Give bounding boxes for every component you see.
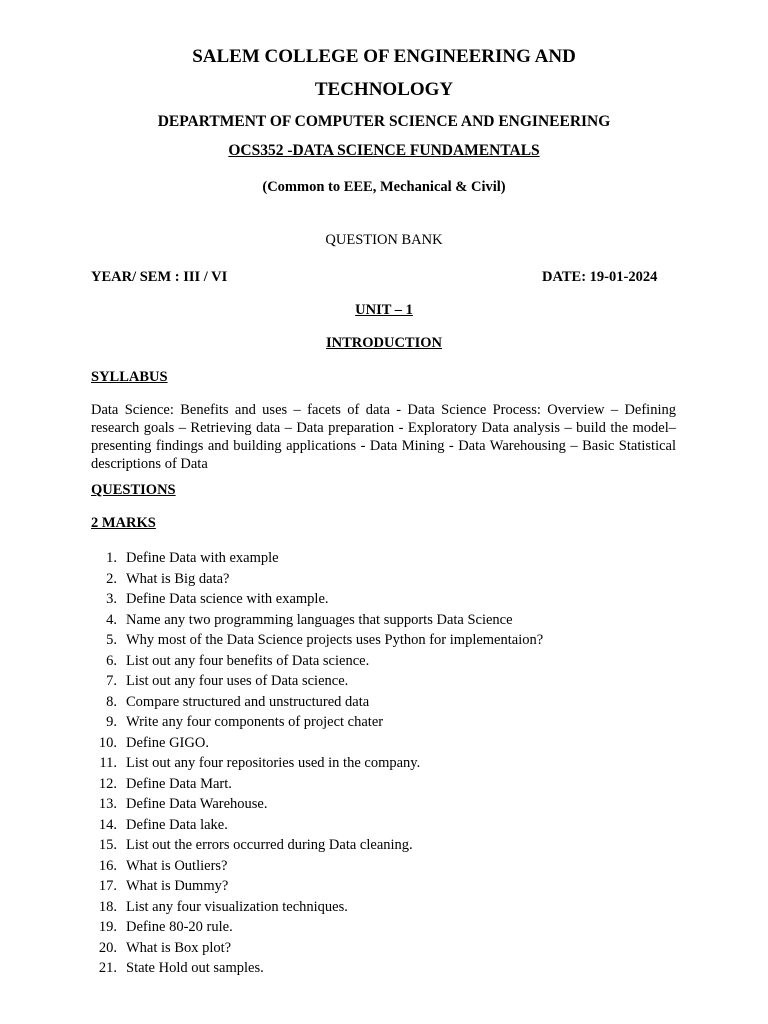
question-item (91, 630, 543, 651)
question-text: What is Outliers? (126, 857, 228, 874)
question-item (91, 712, 543, 733)
question-number: 18. (98, 898, 117, 915)
question-text: Define 80-20 rule. (126, 919, 233, 935)
course-title: OCS352 -DATA SCIENCE FUNDAMENTALS (228, 142, 540, 159)
question-item (91, 671, 543, 692)
syllabus-text: Data Science: Benefits and uses – facets of data - Data Science Process: Overview – Defining research goals – Retrieving data – Data preparation - Exploratory Data analysis – build the model– presenting findings and building applications - Data Mining - Data Warehousing – Basic Statistical descriptions of Data (91, 402, 676, 472)
question-number: 11. (99, 755, 117, 771)
question-text: Define Data with example (126, 550, 279, 566)
question-number: 14. (98, 816, 117, 833)
syllabus-heading: SYLLABUS (91, 369, 168, 385)
question-number: 3. (106, 591, 117, 607)
question-number: 10. (98, 734, 117, 751)
question-number: 6. (106, 652, 117, 669)
question-number: 9. (106, 714, 117, 730)
question-text: Name any two programming languages that supports Data Science (126, 611, 513, 628)
question-number: 7. (106, 673, 117, 689)
question-text: List out any four benefits of Data science. (126, 652, 370, 669)
question-list (91, 548, 543, 979)
question-item (91, 651, 543, 672)
question-text: List out any four uses of Data science. (126, 673, 349, 689)
college-name-line1: SALEM COLLEGE OF ENGINEERING AND (192, 46, 576, 67)
question-number: 12. (98, 775, 117, 792)
question-item (91, 753, 543, 774)
question-item (91, 815, 543, 836)
question-text: Define Data Mart. (126, 775, 232, 792)
question-text: Define GIGO. (126, 734, 209, 751)
unit-number: UNIT – 1 (355, 302, 413, 318)
question-number: 19. (98, 919, 117, 935)
questions-heading: QUESTIONS (91, 482, 176, 498)
question-item (91, 589, 543, 610)
question-item (91, 610, 543, 631)
question-text: List out any four repositories used in the company. (126, 755, 421, 771)
question-item (91, 897, 543, 918)
question-item (91, 569, 543, 590)
question-item (91, 835, 543, 856)
question-text: State Hold out samples. (126, 960, 264, 976)
college-name-line2: TECHNOLOGY (314, 79, 454, 100)
common-to-note: (Common to EEE, Mechanical & Civil) (262, 179, 506, 195)
question-number: 2. (106, 570, 117, 587)
document-date: DATE: 19-01-2024 (542, 269, 658, 285)
question-text: List any four visualization techniques. (126, 898, 348, 915)
question-number: 1. (106, 550, 117, 566)
question-number: 15. (98, 837, 117, 853)
question-number: 4. (106, 611, 117, 628)
question-item (91, 856, 543, 877)
question-number: 16. (98, 857, 117, 874)
marks-heading: 2 MARKS (91, 515, 156, 531)
unit-title: INTRODUCTION (325, 335, 442, 351)
question-number: 8. (106, 693, 117, 710)
question-text: What is Dummy? (126, 878, 229, 894)
question-item (91, 958, 543, 979)
question-text: Write any four components of project chater (126, 714, 384, 730)
year-sem: YEAR/ SEM : III / VI (91, 269, 228, 285)
question-text: What is Big data? (126, 570, 230, 587)
question-item (91, 794, 543, 815)
question-number: 13. (98, 796, 117, 812)
question-item (91, 774, 543, 795)
question-text: Define Data science with example. (126, 591, 329, 607)
question-item (91, 876, 543, 897)
question-item (91, 692, 543, 713)
question-text: Define Data lake. (126, 816, 228, 833)
question-item (91, 733, 543, 754)
question-number: 20. (98, 939, 117, 956)
question-item (91, 548, 543, 569)
question-item (91, 917, 543, 938)
question-number: 5. (106, 632, 117, 648)
question-text: Compare structured and unstructured data (126, 693, 370, 710)
question-text: Why most of the Data Science projects uses Python for implementaion? (126, 632, 544, 648)
question-text: What is Box plot? (126, 939, 232, 956)
question-text: Define Data Warehouse. (126, 796, 268, 812)
question-number: 17. (98, 878, 117, 894)
question-text: List out the errors occurred during Data cleaning. (126, 837, 413, 853)
question-number: 21. (98, 960, 117, 976)
department-title: DEPARTMENT OF COMPUTER SCIENCE AND ENGINEERING (157, 113, 611, 130)
document-type: QUESTION BANK (325, 232, 443, 248)
question-item (91, 938, 543, 959)
